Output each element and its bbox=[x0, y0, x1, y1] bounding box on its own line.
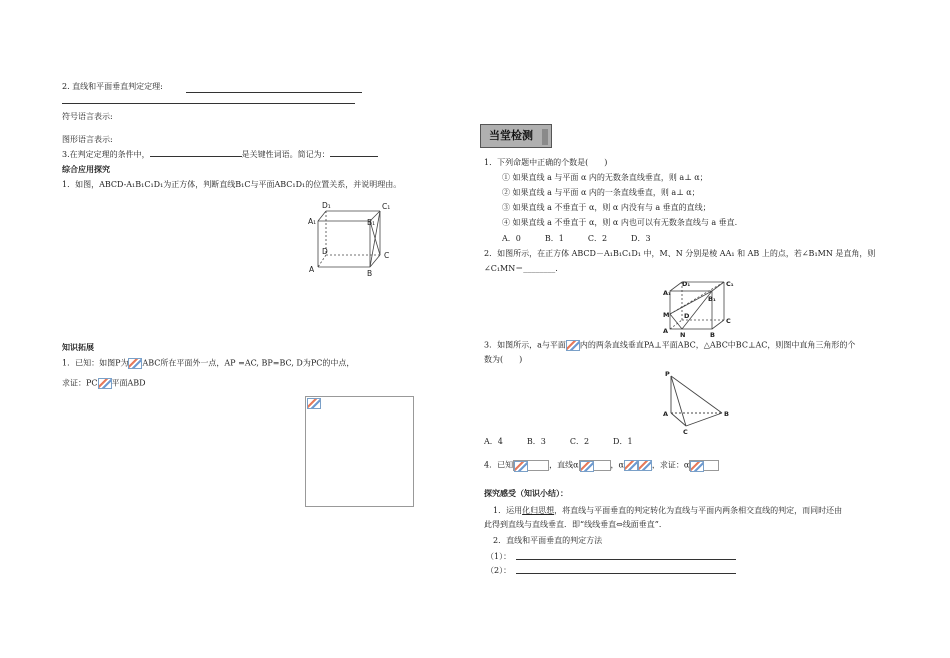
label-C1: C₁ bbox=[726, 280, 734, 288]
check-question-1: 1．下列命题中正确的个数是( ) bbox=[484, 158, 608, 167]
label-B: B bbox=[367, 269, 373, 278]
check-question-2: 2．如图所示，在正方体 ABCD－A₁B₁C₁D₁ 中，M、N 分别是棱 AA₁ 和 AB 上的点，若∠B₁MN 是直角，则 bbox=[484, 249, 876, 258]
question-1: 1．如图，ABCD-A₁B₁C₁D₁为正方体，判断直线B₁C与平面ABC₁D₁的位置关系，并说明理由。 bbox=[62, 180, 402, 189]
symbolic-label: 符号语言表示: bbox=[62, 112, 113, 121]
label-B1: B₁ bbox=[708, 295, 716, 303]
choices: A．4 B．3 C．2 D．1 bbox=[484, 437, 633, 446]
label-B: B bbox=[710, 331, 715, 338]
blank-line bbox=[186, 92, 362, 93]
label-B: B bbox=[724, 410, 729, 418]
summary-item-2: 2．直线和平面垂直的判定方法 bbox=[493, 536, 603, 545]
section-heading: 综合应用探究 bbox=[62, 165, 110, 174]
cube-figure-2 bbox=[660, 278, 735, 338]
blank-line bbox=[516, 559, 736, 560]
option-item: ③ 如果直线 a 不垂直于 α，则 α 内没有与 a 垂直的直线； bbox=[502, 203, 711, 212]
broken-image-icon bbox=[98, 378, 112, 389]
label-B1: B₁ bbox=[367, 218, 376, 227]
theorem-item: 2. 直线和平面垂直判定定理: bbox=[62, 82, 163, 91]
label-C: C bbox=[384, 251, 390, 260]
check-question-2-cont: ∠C₁MN＝________. bbox=[484, 264, 558, 273]
method-2: （2）： bbox=[486, 566, 512, 575]
label-C: C bbox=[683, 428, 688, 436]
summary-item-1-cont: 此得到直线与直线垂直．即“线线垂直⇔线面垂直”． bbox=[484, 520, 667, 529]
broken-image-icon bbox=[580, 461, 594, 472]
label-A: A bbox=[663, 327, 669, 335]
broken-image-icon bbox=[690, 461, 704, 472]
image-placeholder bbox=[305, 396, 414, 507]
section-heading: 知识拓展 bbox=[62, 343, 94, 352]
prove-line: 求证：PC 平面ABD bbox=[62, 378, 146, 388]
broken-image-icon bbox=[638, 460, 652, 471]
label-P: P bbox=[665, 370, 670, 378]
summary-heading: 探究感受（知识小结）： bbox=[484, 489, 568, 498]
extension-question: 1．已知：如图P为 ABC所在平面外一点，AP =AC, BP=BC, D为PC的中点， bbox=[62, 358, 355, 368]
graphic-label: 图形语言表示: bbox=[62, 135, 113, 144]
label-A1: A₁ bbox=[308, 217, 317, 226]
label-C1: C₁ bbox=[382, 202, 391, 211]
label-A: A bbox=[663, 410, 669, 418]
method-1: （1）： bbox=[486, 552, 512, 561]
broken-image-icon bbox=[566, 340, 580, 351]
check-question-3: 3．如图所示，a与平面 内的两条直线垂直PA⊥平面ABC，△ABC中BC⊥AC，则图中直角三角形的个 bbox=[484, 340, 856, 350]
option-item: ① 如果直线 a 与平面 α 内的无数条直线垂直，则 a⊥ α； bbox=[502, 173, 708, 182]
section-banner: 当堂检测 bbox=[480, 124, 552, 148]
label-A1: A₁ bbox=[663, 289, 671, 297]
broken-image-icon bbox=[128, 358, 142, 369]
check-question-4: 4．已知 ，直线α ，α ，求证：α bbox=[484, 460, 719, 471]
banner-scroll-end bbox=[542, 129, 548, 145]
blank-line bbox=[62, 103, 355, 104]
cube-figure bbox=[300, 198, 400, 280]
label-N: N bbox=[680, 331, 686, 338]
label-D1: D₁ bbox=[322, 201, 331, 210]
check-question-3-cont: 数为( ) bbox=[484, 355, 523, 364]
label-D: D bbox=[322, 247, 328, 256]
label-M: M bbox=[663, 311, 670, 319]
summary-item-1: 1．运用化归思想，将直线与平面垂直的判定转化为直线与平面内两条相交直线的判定，而同时还由 bbox=[493, 506, 843, 515]
broken-image-icon bbox=[624, 460, 638, 471]
option-item: ② 如果直线 a 与平面 α 内的一条直线垂直，则 a⊥ α； bbox=[502, 188, 700, 197]
label-D: D bbox=[684, 312, 690, 320]
option-item: ④ 如果直线 a 不垂直于 α，则 α 内也可以有无数条直线与 a 垂直. bbox=[502, 218, 738, 227]
broken-image-icon bbox=[514, 461, 528, 472]
tetrahedron-figure bbox=[660, 368, 740, 438]
label-C: C bbox=[726, 317, 731, 325]
item3: 3.在判定定理的条件中， 是关键性词语。简记为： bbox=[62, 150, 378, 160]
broken-image-icon bbox=[307, 398, 321, 409]
label-A: A bbox=[309, 265, 315, 274]
blank-line bbox=[516, 573, 736, 574]
label-D1: D₁ bbox=[682, 279, 691, 288]
choices: A．0 B．1 C．2 D．3 bbox=[502, 234, 651, 243]
